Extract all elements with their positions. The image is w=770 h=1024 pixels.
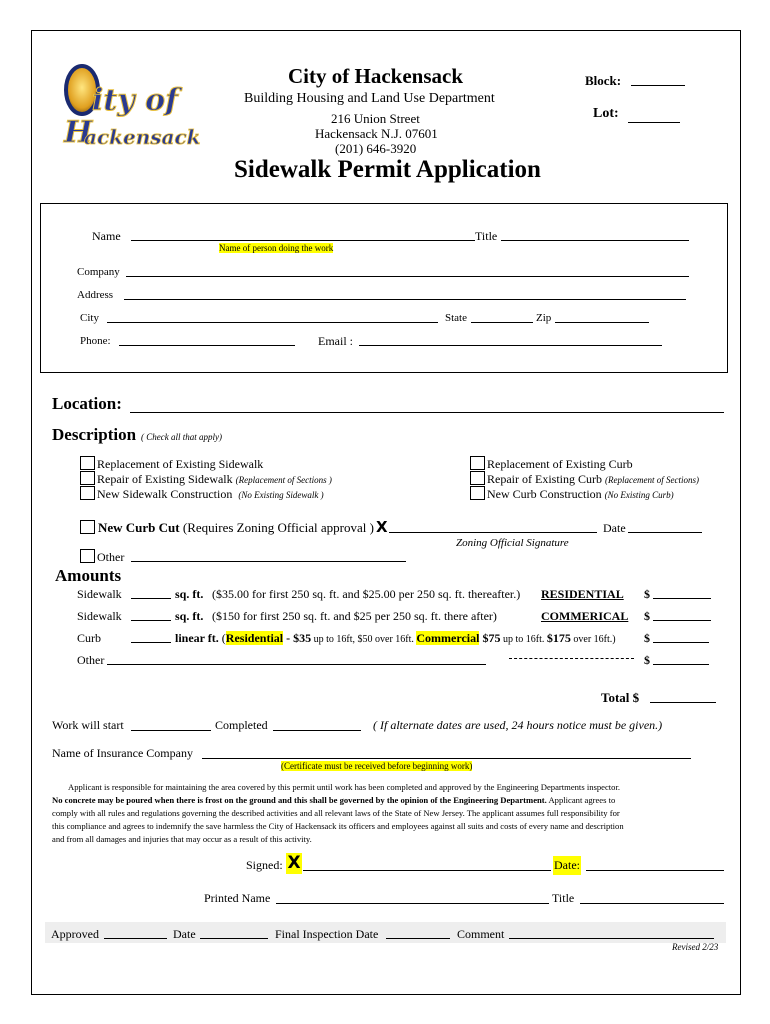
svg-text:ackensack: ackensack: [84, 125, 201, 149]
option-new-curb: New Curb Construction (No Existing Curb): [487, 487, 674, 501]
insurance-note: (Certificate must be received before beginning work): [281, 761, 473, 771]
amount-sidewalk-res-label: Sidewalk: [77, 587, 122, 601]
work-start-label: Work will start: [52, 718, 124, 732]
amount-other-divider: [509, 657, 634, 659]
option-new-sidewalk: New Sidewalk Construction (No Existing Sidewalk ): [97, 487, 324, 501]
city-title: City of Hackensack: [288, 64, 463, 88]
zoning-date-field[interactable]: [628, 521, 702, 533]
amount-curb-dollar: $: [644, 631, 650, 645]
total-field[interactable]: [650, 691, 716, 703]
checkbox-replace-sidewalk[interactable]: [80, 456, 95, 470]
city-field[interactable]: [107, 312, 438, 323]
amount-sidewalk-com-label: Sidewalk: [77, 609, 122, 623]
zoning-x-mark: X: [376, 518, 388, 536]
amount-sidewalk-com-qty[interactable]: [131, 609, 171, 621]
option-new-curb-cut: New Curb Cut (Requires Zoning Official approval ): [98, 520, 374, 535]
amount-other-dollar: $: [644, 653, 650, 667]
amount-other-label: Other: [77, 653, 105, 667]
other-field[interactable]: [131, 550, 406, 562]
printed-name-field[interactable]: [276, 892, 549, 904]
title-field[interactable]: [501, 229, 689, 241]
final-inspection-label: Final Inspection Date: [275, 927, 379, 941]
address-label: Address: [77, 289, 114, 301]
lot-label: Lot:: [593, 106, 619, 121]
amount-sidewalk-res-qty[interactable]: [131, 587, 171, 599]
name-field[interactable]: [131, 229, 475, 241]
amount-sidewalk-com-unit: sq. ft.: [175, 609, 204, 623]
printed-title-label: Title: [552, 891, 575, 905]
amounts-label: Amounts: [55, 566, 122, 585]
option-replace-sidewalk: Replacement of Existing Sidewalk: [97, 457, 264, 471]
description-label: Description: [52, 425, 137, 444]
state-label: State: [445, 312, 467, 324]
footer-date-field[interactable]: [200, 928, 268, 939]
legal-line-2: No concrete may be poured when there is frost on the ground and this shall be governed by the opinion of the Engineering Department. Applicant agrees to: [52, 795, 616, 805]
description-hint: ( Check all that apply): [141, 432, 222, 442]
address-field[interactable]: [124, 289, 686, 300]
page-title: Sidewalk Permit Application: [234, 156, 541, 183]
amount-sidewalk-res-type: RESIDENTIAL: [541, 587, 624, 601]
legal-line-4: this compliance and agrees to indemnify the save harmless the City of Hackensack its officers and employees against all suits and costs of every name and description: [52, 821, 624, 831]
work-start-field[interactable]: [131, 719, 211, 731]
svg-text:ity of: ity of: [92, 83, 179, 118]
other-label: Other: [97, 550, 125, 564]
printed-title-field[interactable]: [580, 892, 724, 904]
email-field[interactable]: [359, 335, 662, 346]
checkbox-new-sidewalk[interactable]: [80, 486, 95, 500]
phone-label: Phone:: [80, 335, 111, 347]
legal-line-5: and from all damages and injuries that may occur as a result of this activity.: [52, 834, 312, 844]
amount-other-desc[interactable]: [107, 653, 486, 665]
amount-sidewalk-com-dollar: $: [644, 609, 650, 623]
block-label: Block:: [585, 73, 622, 88]
work-notice: ( If alternate dates are used, 24 hours notice must be given.): [373, 718, 663, 732]
lot-field[interactable]: [628, 110, 680, 123]
amount-curb-field[interactable]: [653, 631, 709, 643]
work-completed-label: Completed: [215, 718, 268, 732]
legal-line-1: Applicant is responsible for maintaining the area covered by this permit until work has been completed and approved by the Engineering Departments inspector.: [68, 782, 620, 792]
zoning-signature-caption: Zoning Official Signature: [456, 537, 569, 549]
final-inspection-field[interactable]: [386, 928, 450, 939]
zoning-date-label: Date: [603, 521, 626, 535]
checkbox-replace-curb[interactable]: [470, 456, 485, 470]
department-name: Building Housing and Land Use Department: [244, 91, 495, 106]
option-repair-sidewalk: Repair of Existing Sidewalk (Replacement of Sections ): [97, 472, 332, 486]
address-city: Hackensack N.J. 07601: [315, 126, 438, 141]
checkbox-new-curb-cut[interactable]: [80, 520, 95, 534]
approved-field[interactable]: [104, 928, 167, 939]
checkbox-other[interactable]: [80, 549, 95, 563]
zip-label: Zip: [536, 312, 552, 324]
svg-text:H: H: [64, 115, 93, 150]
city-logo: [60, 60, 201, 166]
zip-field[interactable]: [555, 312, 649, 323]
title-label: Title: [475, 229, 498, 243]
amount-sidewalk-com-type: COMMERICAL: [541, 609, 629, 623]
name-hint: Name of person doing the work: [219, 243, 334, 253]
amount-sidewalk-res-detail: ($35.00 for first 250 sq. ft. and $25.00 per 250 sq. ft. thereafter.): [212, 587, 521, 601]
location-field[interactable]: [130, 398, 724, 413]
printed-name-label: Printed Name: [204, 891, 271, 905]
insurance-field[interactable]: [202, 747, 691, 759]
comment-label: Comment: [457, 927, 505, 941]
option-replace-curb: Replacement of Existing Curb: [487, 457, 633, 471]
phone-field[interactable]: [119, 335, 295, 346]
city-label: City: [80, 312, 99, 324]
amount-sidewalk-res-field[interactable]: [653, 587, 711, 599]
legal-line-3: comply with all rules and regulations governing the described activities and all relevant laws of the State of New Jersey. The applicant assumes full responsibility for: [52, 808, 620, 818]
amount-curb-detail: linear ft. (Residential - $35 up to 16ft, $50 over 16ft. Commercial $75 up to 16ft. $175 over 16ft.): [175, 631, 616, 645]
block-field[interactable]: [631, 73, 685, 86]
checkbox-new-curb[interactable]: [470, 486, 485, 500]
approved-label: Approved: [51, 927, 99, 941]
signature-date-field[interactable]: [586, 859, 724, 871]
amount-sidewalk-com-detail: ($150 for first 250 sq. ft. and $25 per 250 sq. ft. there after): [212, 609, 497, 623]
address-street: 216 Union Street: [331, 111, 420, 126]
option-repair-curb: Repair of Existing Curb (Replacement of Sections): [487, 472, 699, 486]
signed-label: Signed:: [246, 858, 283, 872]
signature-field[interactable]: [303, 859, 551, 871]
office-phone: (201) 646-3920: [335, 141, 417, 156]
amount-sidewalk-res-unit: sq. ft.: [175, 587, 204, 601]
checkbox-repair-sidewalk[interactable]: [80, 471, 95, 485]
email-label: Email :: [318, 334, 353, 348]
amount-curb-label: Curb: [77, 631, 101, 645]
comment-field[interactable]: [509, 928, 714, 939]
amount-sidewalk-com-field[interactable]: [653, 609, 711, 621]
zoning-signature-field[interactable]: [389, 521, 597, 533]
state-field[interactable]: [471, 312, 533, 323]
work-completed-field[interactable]: [273, 719, 361, 731]
signature-date-label: Date:: [553, 856, 581, 875]
name-label: Name: [92, 229, 121, 243]
amount-other-field[interactable]: [653, 653, 709, 665]
location-label: Location:: [52, 394, 122, 413]
amount-sidewalk-res-dollar: $: [644, 587, 650, 601]
insurance-label: Name of Insurance Company: [52, 746, 193, 760]
total-label: Total $: [601, 690, 640, 705]
company-field[interactable]: [126, 266, 689, 277]
footer-date-label: Date: [173, 927, 196, 941]
amount-curb-qty[interactable]: [131, 631, 171, 643]
signature-x-mark: X: [287, 853, 301, 873]
checkbox-repair-curb[interactable]: [470, 471, 485, 485]
revised-note: Revised 2/23: [672, 942, 719, 952]
company-label: Company: [77, 266, 120, 278]
